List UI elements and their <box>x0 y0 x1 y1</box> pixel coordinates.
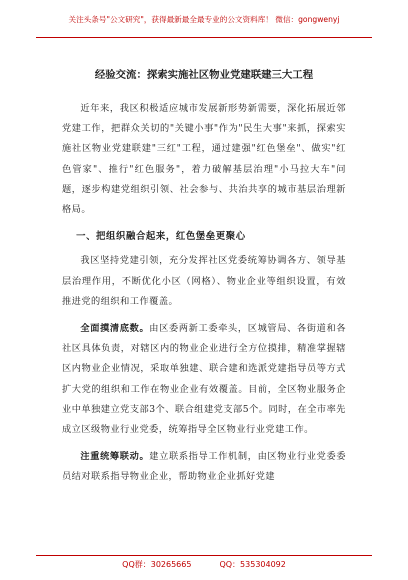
item-label-2: 注重统筹联动。 <box>80 451 150 463</box>
item-paragraph-2 <box>62 447 346 487</box>
item-text-2: 建立联系指导工作机制，由区物业行业党委委员结对联系指导物业企业，帮助物业企业抓好党建 <box>62 451 347 483</box>
header-notice: 关注头条号"公文研究"，获得最新最全最专业的公文资料库！ 微信：gongwenyj <box>68 15 340 24</box>
intro-paragraph: 近年来，我区积极适应城市发展新形势新需要，深化拓展近邻党建工作，把群众关切的"关键小事"作为"民生大事"来抓，探索实施社区物业党建联建"三红"工程，通过建强"红色堡垒"、做实"红色管家"、推行"红色服务"，着力破解基层治理"小马拉大车"问题，逐步构建党组织引领、社会参与、共治共享的城市基层治理新格局。 <box>62 103 346 216</box>
item-label-1: 全面摸清底数。 <box>80 323 150 335</box>
section-paragraph: 我区坚持党建引领，充分发挥社区党委统筹协调各方、领导基层治理作用，不断优化小区（网格）、物业企业等组织设置，有效推进党的组织和工作覆盖。 <box>62 255 346 307</box>
footer-qq: QQ：535304092 <box>219 560 286 569</box>
item-paragraph-1 <box>62 319 346 440</box>
document-body <box>62 66 346 495</box>
document-title: 经验交流：探索实施社区物业党建联建三大工程 <box>94 69 314 81</box>
footer-contact <box>0 559 408 570</box>
item-text-1: 由区委两新工委牵头，区城管局、各街道和各社区具体负责，对辖区内的物业企业进行全方位摸排，精准掌握辖区内物业企业情况，采取单独建、联合建和选派党建指导员等方式扩大党的组织和工作在物业企业有效覆盖。目前，全区物业服务企业中单独建立党支部3个、联合组建党支部5个。同时，在全市率先成立区级物业行业党委，统筹指导全区物业行业党建工作。 <box>62 323 347 436</box>
header-divider <box>36 37 372 38</box>
section-heading: 一、把组织融合起来，红色堡垒更聚心 <box>76 231 246 243</box>
footer-qq-group: QQ群：30265665 <box>122 560 192 569</box>
footer-divider <box>36 555 372 556</box>
